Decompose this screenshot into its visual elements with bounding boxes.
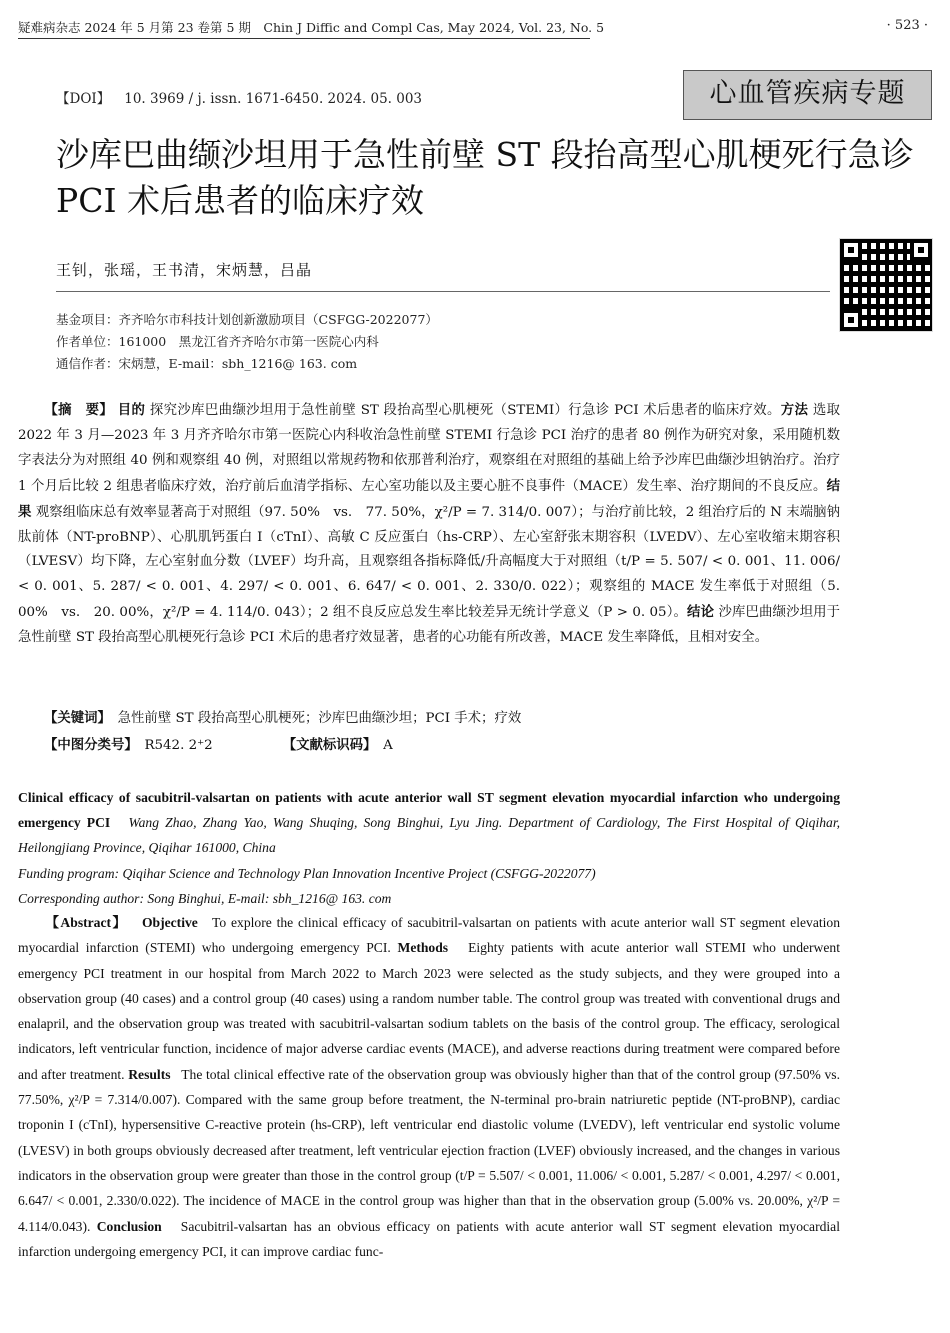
en-conclusion-text: Sacubitril-valsartan has an obvious efficacy on patients with acute anterior wall ST segment elevation myocardial infarction undergoing emergency PCI, it can improve cardiac func-: [18, 1218, 840, 1259]
en-results-text: The total clinical effective rate of the observation group was obviously higher than that of the control group (97.50% vs. 77.50%, χ²/P = 7.314/0.007). Compared with the same group before treatment, the N-terminal pro-brain natriuretic peptide (NT-proBNP), cardiac troponin I (cTnI), hypersensitive C-reactive protein (hs-CRP), left ventricular end diastolic volume (LVEDV), left ventricular end systolic volume (LVESV) in both groups obviously decreased after treatment, left ventricular ejection fraction (LVEF) obviously increased, and the changes in various indicators in the observation group were greater than those in the control group (t/P = 5.507/ < 0.001, 11.006/ < 0.001, 5.287/ < 0.001, 4.297/ < 0.001, 6.647/ < 0.001, 2.330/0.022). The incidence of MACE in the control group was higher than that in the observation group (5.00% vs. 20.00%, χ²/P = 4.114/0.043).: [18, 1066, 840, 1234]
en-results-label: Results: [128, 1066, 171, 1082]
article-meta: [56, 309, 438, 375]
running-header: 疑难病杂志 2024 年 5 月第 23 卷第 5 期 Chin J Diffic and Compl Cas, May 2024, Vol. 23, No. 5: [18, 20, 605, 35]
objective-label: 目的: [117, 402, 146, 418]
affiliation: 作者单位：161000 黑龙江省齐齐哈尔市第一医院心内科: [56, 334, 379, 349]
clc-label: 【中图分类号】: [44, 737, 132, 753]
english-header: [18, 785, 840, 911]
english-title: Clinical efficacy of sacubitril-valsartan on patients with acute anterior wall ST segment elevation myocardial infarction who undergoing emergency PCI: [18, 790, 840, 831]
objective-text: 探究沙库巴曲缬沙坦用于急性前壁 ST 段抬高型心肌梗死（STEMI）行急诊 PCI 术后患者的临床疗效。: [149, 403, 781, 418]
conclusion-label: 结论: [687, 604, 715, 621]
article-title: 沙库巴曲缬沙坦用于急性前壁 ST 段抬高型心肌梗死行急诊 PCI 术后患者的临床疗效: [56, 135, 914, 220]
en-methods-label: Methods: [397, 940, 449, 956]
english-funding: Funding program: Qiqihar Science and Technology Plan Innovation Incentive Project (CSFGG-2022077): [18, 865, 596, 881]
conclusion-text: 沙库巴曲缬沙坦用于急性前壁 ST 段抬高型心肌梗死行急诊 PCI 术后的患者疗效显著，患者的心功能有所改善，MACE 发生率降低，且相对安全。: [18, 605, 841, 646]
authors: 王钊，张瑶，王书清，宋炳慧，吕晶: [56, 261, 313, 279]
en-conclusion-label: Conclusion: [96, 1218, 162, 1234]
methods-text: 选取 2022 年 3 月—2023 年 3 月齐齐哈尔市第一医院心内科收治急性前壁 STEMI 行急诊 PCI 治疗的患者 80 例作为研究对象，采用随机数字表法分为对照组 40 例和观察组 40 例，对照组以常规药物和依那普利治疗，观察组在对照组的基础上给予沙库巴曲缬沙坦钠治疗。治疗 1 个月后比较 2 组患者临床疗效，治疗前后血清学指标、左心室功能以及主要心脏不良事件（MACE）发生率、治疗期间的不良反应。: [18, 403, 841, 494]
chinese-abstract: [18, 398, 840, 651]
english-corresponding: Corresponding author: Song Binghui, E-mail: sbh_1216@ 163. com: [18, 890, 392, 906]
results-text: 观察组临床总有效率显著高于对照组（97. 50% vs. 77. 50%，χ²/P = 7. 314/0. 007）；与治疗前比较，2 组治疗后的 N 末端脑钠肽前体（NT-proBNP）、心肌肌钙蛋白 I（cTnI）、高敏 C 反应蛋白（hs-CRP）、左心室舒张末期容积（LVEDV）、左心室收缩末期容积（LVESV）均下降，左心室射血分数（LVEF）均升高，且观察组各指标降低/升高幅度大于对照组（t/P = 5. 507/ < 0. 001、11. 006/ < 0. 001、5. 287/ < 0. 001、4. 297/ < 0. 001、6. 647/ < 0. 001、2. 330/0. 022）；观察组的 MACE 发生率低于对照组（5. 00% vs. 20. 00%，χ²/P = 4. 114/0. 043）；2 组不良反应总发生率比较差异无统计学意义（P > 0. 05）。: [18, 504, 841, 621]
english-authors: Wang Zhao, Zhang Yao, Wang Shuqing, Song Binghui, Lyu Jing. Department of Cardiology, The First Hospital of Qiqihar, Heilongjiang Province, Qiqihar 161000, China: [18, 815, 840, 856]
corresponding-author: 通信作者：宋炳慧，E-mail：sbh_1216@ 163. com: [56, 356, 358, 371]
doc-code-value: A: [383, 738, 393, 753]
abstract-label: 【摘 要】: [44, 402, 114, 418]
keywords-label: 【关键词】: [44, 710, 105, 726]
page-number: · 523 ·: [886, 18, 928, 33]
en-methods-text: Eighty patients with acute anterior wall STEMI who underwent emergency PCI treatment in our hospital from March 2022 to March 2023 were selected as the study subjects, and they were grouped into a observation group (40 cases) and a control group (40 cases) using a random number table. The control group was treated with conventional drugs and enalapril, and the observation group was treated with sacubitril-valsartan sodium tablets on the basis of the control group. The efficacy, serological indicators, left ventricular function, incidence of major adverse cardiac events (MACE), and adverse reactions during treatment were compared before and after treatment.: [18, 940, 840, 1082]
en-objective-text: To explore the clinical efficacy of sacubitril-valsartan on patients with acute anterior wall ST segment elevation myocardial infarction (STEMI) who undergoing emergency PCI.: [18, 915, 840, 956]
qr-finder-icon: [840, 309, 862, 331]
header-rule: [18, 38, 590, 39]
topic-banner: 心血管疾病专题: [683, 70, 932, 120]
authors-divider: [56, 291, 830, 292]
qr-code-icon[interactable]: [839, 238, 933, 332]
funding: 基金项目：齐齐哈尔市科技计划创新激励项目（CSFGG-2022077）: [56, 312, 438, 327]
qr-finder-icon: [840, 239, 862, 261]
en-objective-label: Objective: [141, 915, 198, 930]
english-abstract: [18, 910, 840, 1264]
results-label: 结果: [18, 477, 840, 520]
qr-finder-icon: [910, 239, 932, 261]
doi: [56, 87, 422, 107]
doi-label: 【DOI】: [56, 91, 111, 107]
keywords-block: [18, 705, 840, 759]
clc-value: R542. 2⁺2: [144, 738, 213, 753]
doc-code-label: 【文献标识码】: [282, 737, 370, 753]
keywords-value: 急性前壁 ST 段抬高型心肌梗死；沙库巴曲缬沙坦；PCI 手术；疗效: [117, 711, 522, 726]
doi-value[interactable]: 10. 3969 / j. issn. 1671-6450. 2024. 05. 003: [124, 91, 423, 107]
methods-label: 方法: [780, 402, 809, 418]
en-abstract-label: 【Abstract】: [44, 915, 128, 930]
